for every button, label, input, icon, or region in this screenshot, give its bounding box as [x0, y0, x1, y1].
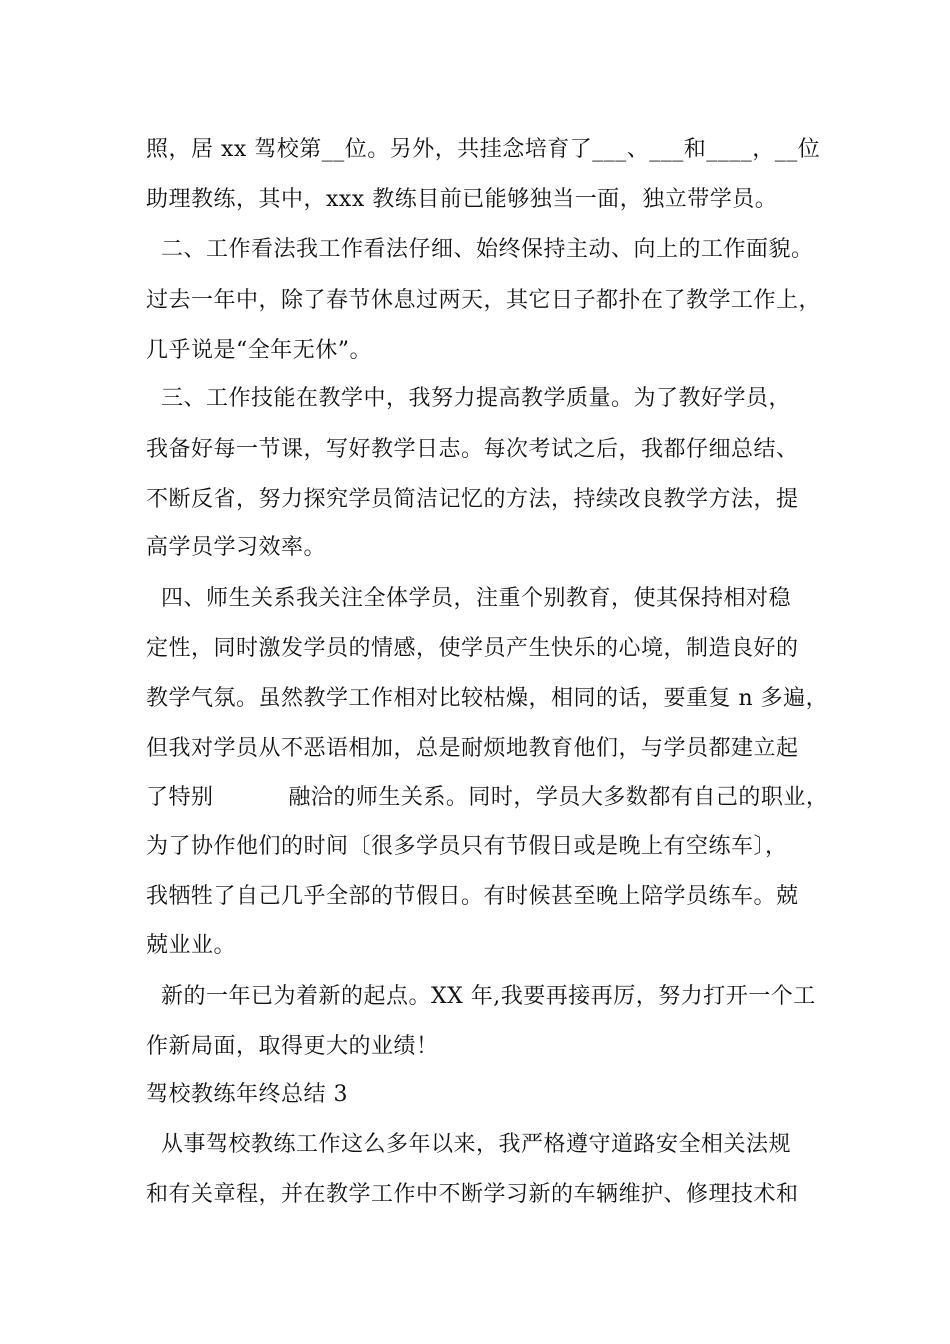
text-line: 和有关章程，并在教学工作中不断学习新的车辆维护、修理技术和	[146, 1182, 799, 1207]
text-line: 过去一年中，除了春节休息过两天，其它日子都扑在了教学工作上，	[146, 288, 822, 313]
section-heading: 驾校教练年终总结 3	[146, 1082, 348, 1107]
text-line: 教学气氛。虽然教学工作相对比较枯燥，相同的话，要重复 n 多遍，	[146, 686, 829, 711]
text-line: 三、工作技能在教学中，我努力提高教学质量。为了教好学员，	[146, 386, 791, 411]
text-line: 了特别 融洽的师生关系。同时，学员大多数都有自己的职业，	[146, 785, 829, 810]
text-line: 高学员学习效率。	[146, 535, 327, 560]
text-line: 为了协作他们的时间〔很多学员只有节假日或是晚上有空练车〕，	[146, 834, 788, 859]
text-line: 几乎说是“全年无休”。	[146, 338, 372, 363]
text-line: 定性，同时激发学员的情感，使学员产生快乐的心境，制造良好的	[146, 636, 799, 661]
text-line: 兢业业。	[146, 933, 237, 958]
text-line: 我牺牲了自己几乎全部的节假日。有时候甚至晚上陪学员练车。兢	[146, 884, 799, 909]
text-line: 助理教练，其中，xxx 教练目前已能够独当一面，独立带学员。	[146, 187, 778, 212]
text-line: 二、工作看法我工作看法仔细、始终保持主动、向上的工作面貌。	[146, 237, 814, 262]
text-line: 新的一年已为着新的起点。XX 年,我要再接再厉，努力打开一个工	[146, 984, 816, 1009]
text-line: 四、师生关系我关注全体学员，注重个别教育，使其保持相对稳	[146, 586, 791, 611]
text-line: 照，居 xx 驾校第__位。另外，共挂念培育了___、___和____，__位	[146, 137, 821, 162]
text-line: 从事驾校教练工作这么多年以来，我严格遵守道路安全相关法规	[146, 1132, 791, 1157]
text-line: 不断反省，努力探究学员简洁记忆的方法，持续改良教学方法，提	[146, 487, 799, 512]
text-line: 作新局面，取得更大的业绩！	[146, 1034, 439, 1059]
text-line: 但我对学员从不恶语相加，总是耐烦地教育他们，与学员都建立起	[146, 736, 799, 761]
text-line: 我备好每一节课，写好教学日志。每次考试之后，我都仔细总结、	[146, 437, 799, 462]
